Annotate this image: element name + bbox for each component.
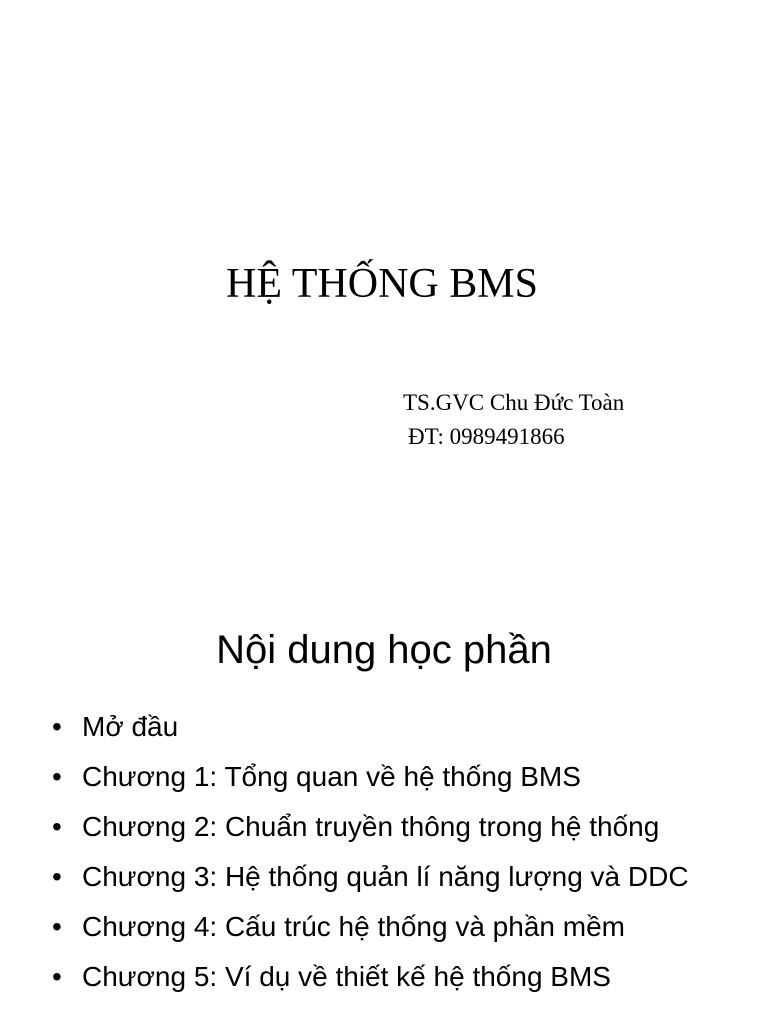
bullet-icon: • — [52, 961, 62, 992]
author-name: TS.GVC Chu Đức Toàn — [403, 390, 625, 415]
list-item — [52, 757, 752, 797]
list-item — [52, 907, 752, 947]
author-phone: ĐT: 0989491866 — [408, 424, 565, 449]
list-item-text: Chương 2: Chuẩn truyền thông trong hệ thống — [82, 811, 660, 842]
bullet-icon: • — [52, 861, 62, 892]
bullet-icon: • — [52, 811, 62, 842]
contents-heading: Nội dung học phần — [216, 628, 552, 672]
list-item-text: Mở đầu — [82, 711, 179, 742]
contents-list — [52, 707, 752, 1007]
bullet-icon: • — [52, 911, 62, 942]
list-item-text: Chương 3: Hệ thống quản lí năng lượng và DDC — [82, 861, 689, 892]
list-item — [52, 957, 752, 997]
list-item — [52, 707, 752, 747]
list-item-text: Chương 4: Cấu trúc hệ thống và phần mềm — [82, 911, 625, 942]
slide-contents — [0, 512, 768, 1024]
author-block — [403, 386, 624, 454]
bullet-icon: • — [52, 761, 62, 792]
list-item — [52, 857, 752, 897]
list-item — [52, 807, 752, 847]
slide-title-heading — [0, 258, 768, 310]
bullet-icon: • — [52, 711, 62, 742]
list-item-text: Chương 1: Tổng quan về hệ thống BMS — [82, 761, 581, 792]
list-item-text: Chương 5: Ví dụ về thiết kế hệ thống BMS — [82, 961, 611, 992]
heading-text: HỆ THỐNG BMS — [226, 261, 538, 307]
